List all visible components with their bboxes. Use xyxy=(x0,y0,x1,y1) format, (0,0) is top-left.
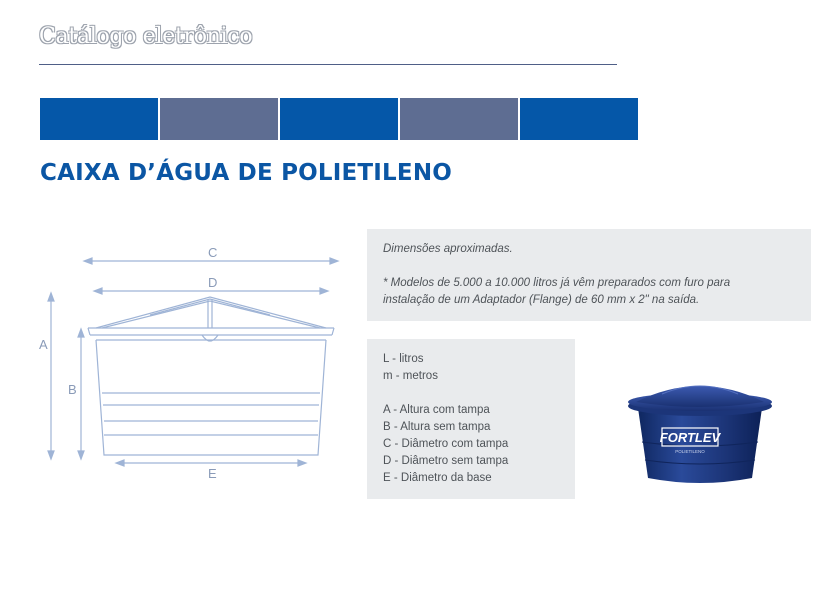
arrow-head-icon xyxy=(330,258,338,264)
arrow-head-icon xyxy=(320,288,328,294)
product-brand: FORTLEV xyxy=(659,430,721,445)
catalog-title: Catálogo eletrônico xyxy=(39,24,253,49)
page-heading: CAIXA D’ÁGUA DE POLIETILENO xyxy=(40,160,453,186)
tab-1[interactable] xyxy=(40,98,158,140)
label-b: B xyxy=(68,382,77,397)
label-a: A xyxy=(39,337,48,352)
arrow-head-icon xyxy=(78,451,84,459)
legend-item: B - Altura sem tampa xyxy=(383,421,491,433)
tab-bar xyxy=(40,98,640,140)
arrow-head-icon xyxy=(48,451,54,459)
arrow-head-icon xyxy=(78,329,84,337)
tab-2[interactable] xyxy=(160,98,278,140)
tank-body-outline xyxy=(96,340,326,455)
arrow-head-icon xyxy=(94,288,102,294)
legend-box xyxy=(367,339,575,499)
arrow-head-icon xyxy=(84,258,92,264)
note-line-3: instalação de um Adaptador (Flange) de 60 mm x 2" na saída. xyxy=(383,294,700,306)
arrow-head-icon xyxy=(298,460,306,466)
note-line-1: Dimensões aproximadas. xyxy=(383,243,513,255)
dimensions-note xyxy=(367,229,811,321)
label-c: C xyxy=(208,245,218,260)
legend-item: A - Altura com tampa xyxy=(383,404,490,416)
label-d: D xyxy=(208,275,218,290)
product-sublabel: POLIETILENO xyxy=(675,449,705,454)
tab-5[interactable] xyxy=(520,98,638,140)
label-e: E xyxy=(208,466,217,481)
legend-item: E - Diâmetro da base xyxy=(383,472,492,484)
legend-item: D - Diâmetro sem tampa xyxy=(383,455,509,467)
tab-3[interactable] xyxy=(280,98,398,140)
legend-unit: m - metros xyxy=(383,370,438,382)
tank-dimension-diagram xyxy=(30,235,350,485)
header-divider xyxy=(39,64,617,65)
tab-4[interactable] xyxy=(400,98,518,140)
note-line-2: * Modelos de 5.000 a 10.000 litros já vêm preparados com furo para xyxy=(383,277,731,289)
legend-unit: L - litros xyxy=(383,353,424,365)
arrow-head-icon xyxy=(116,460,124,466)
legend-item: C - Diâmetro com tampa xyxy=(383,438,509,450)
water-tank-product-image xyxy=(622,372,778,490)
arrow-head-icon xyxy=(48,293,54,301)
